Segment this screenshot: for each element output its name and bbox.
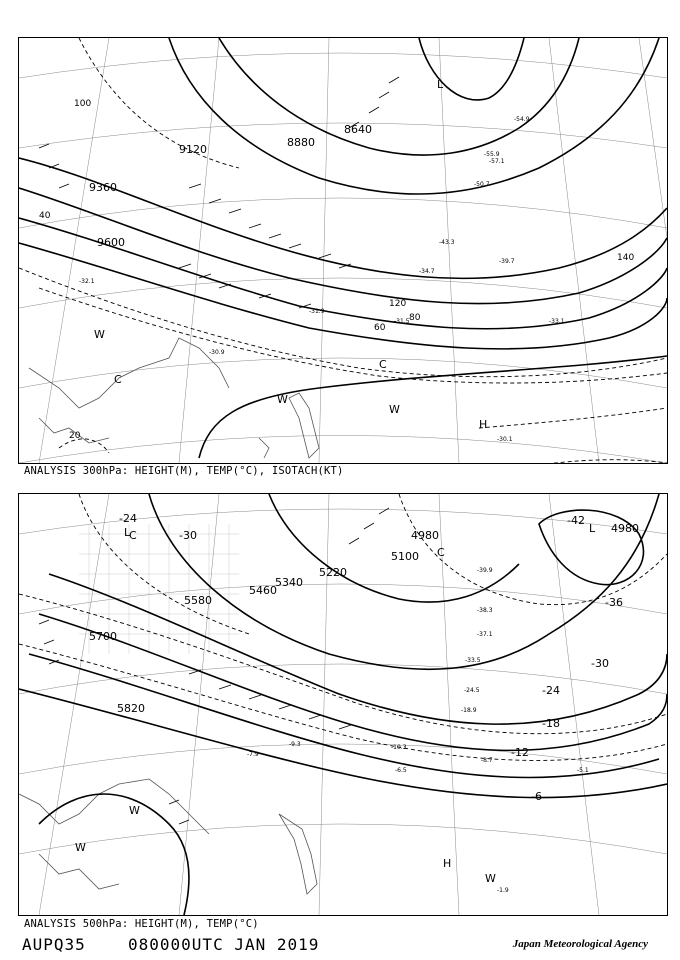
warm-marker: W [94, 328, 105, 341]
temp-value: -50.7 [474, 181, 490, 188]
height-label-8880: 8880 [287, 136, 315, 149]
temp-contour-label: -36 [605, 596, 623, 609]
temp-value: -37.1 [477, 631, 493, 638]
caption-300hpa: ANALYSIS 300hPa: HEIGHT(M), TEMP(°C), ISOTACH(KT) [24, 465, 344, 477]
temp-value: -24.5 [464, 687, 480, 694]
warm-marker: W [389, 403, 400, 416]
temp-contour-label: -12 [511, 746, 529, 759]
high-pressure-marker: H [479, 418, 488, 431]
agency-name: Japan Meteorological Agency [512, 938, 648, 950]
temp-value: -9.3 [289, 741, 301, 748]
temp-contour-label: -6 [531, 790, 542, 803]
low-pressure-marker: L [589, 522, 596, 535]
height-label-5100: 5100 [391, 550, 419, 563]
caption-500hpa: ANALYSIS 500hPa: HEIGHT(M), TEMP(°C) [24, 918, 259, 930]
temp-value: -34.7 [419, 268, 435, 275]
temp-contour-label: -24 [119, 512, 137, 525]
low-pressure-marker: L [124, 526, 131, 539]
height-label-9600: 9600 [97, 236, 125, 249]
temp-value: -30.1 [497, 436, 513, 443]
temp-value: -6.5 [395, 767, 407, 774]
warm-marker: W [277, 393, 288, 406]
temp-contour-label: -30 [179, 529, 197, 542]
coastline [19, 779, 317, 894]
high-pressure-marker: H [443, 857, 452, 870]
height-label-4980: 4980 [611, 522, 639, 535]
temp-contour-label: -30 [591, 657, 609, 670]
height-label-5820: 5820 [117, 702, 145, 715]
isotach-label: 20 [69, 431, 81, 441]
isotach-label: 80 [409, 313, 421, 323]
temp-value: -38.3 [477, 607, 493, 614]
temp-value: -10.3 [391, 744, 407, 751]
height-label-5580: 5580 [184, 594, 212, 607]
valid-time: 080000UTC JAN 2019 [128, 935, 320, 954]
warm-marker: W [129, 804, 140, 817]
temp-value: -57.1 [489, 158, 505, 165]
height-label-5460: 5460 [249, 584, 277, 597]
temp-contour-label: -42 [567, 514, 585, 527]
cold-marker: C [437, 546, 445, 559]
height-label-9360: 9360 [89, 181, 117, 194]
temp-value: -31.9 [309, 308, 325, 315]
isotach-label: 100 [74, 99, 92, 109]
analysis-500hpa-map [18, 493, 668, 916]
temp-value: -18.9 [461, 707, 477, 714]
temp-contour-label: -24 [542, 684, 560, 697]
height-label-5700: 5700 [89, 630, 117, 643]
isotach-label: 140 [617, 253, 635, 263]
temp-value: -33.5 [465, 657, 481, 664]
temp-value: -30.9 [209, 349, 225, 356]
wind-barbs [39, 508, 389, 824]
map-500hpa-canvas [19, 494, 667, 915]
temp-value: -8.7 [481, 757, 493, 764]
temp-value: -7.9 [247, 751, 259, 758]
temp-value: -32.1 [79, 278, 95, 285]
isotach-label: 60 [374, 323, 386, 333]
low-pressure-marker: L [437, 78, 444, 91]
temp-value: -54.9 [514, 116, 530, 123]
analysis-300hpa-map [18, 37, 668, 464]
temp-value: -39.9 [477, 567, 493, 574]
temp-contour-label: -18 [542, 717, 560, 730]
cold-marker: C [114, 373, 122, 386]
isotach-label: 40 [39, 211, 51, 221]
height-label-8640: 8640 [344, 123, 372, 136]
height-label-5340: 5340 [275, 576, 303, 589]
temp-value: -43.3 [439, 239, 455, 246]
temp-value: -5.1 [577, 767, 589, 774]
temp-value: -1.9 [497, 887, 509, 894]
temp-value: -55.9 [484, 151, 500, 158]
isotach-label: 120 [389, 299, 407, 309]
height-label-9120: 9120 [179, 143, 207, 156]
isotach-contours [19, 38, 667, 463]
warm-marker: W [75, 841, 86, 854]
chart-id: AUPQ35 [22, 935, 86, 954]
height-label-4980: 4980 [411, 529, 439, 542]
warm-marker: W [485, 872, 496, 885]
graticule [19, 38, 667, 463]
height-label-5220: 5220 [319, 566, 347, 579]
temp-value: -39.7 [499, 258, 515, 265]
cold-marker: C [129, 529, 137, 542]
map-300hpa-canvas [19, 38, 667, 463]
cold-marker: C [379, 358, 387, 371]
temp-value: -31.5 [394, 318, 410, 325]
temp-value: -33.1 [549, 318, 565, 325]
